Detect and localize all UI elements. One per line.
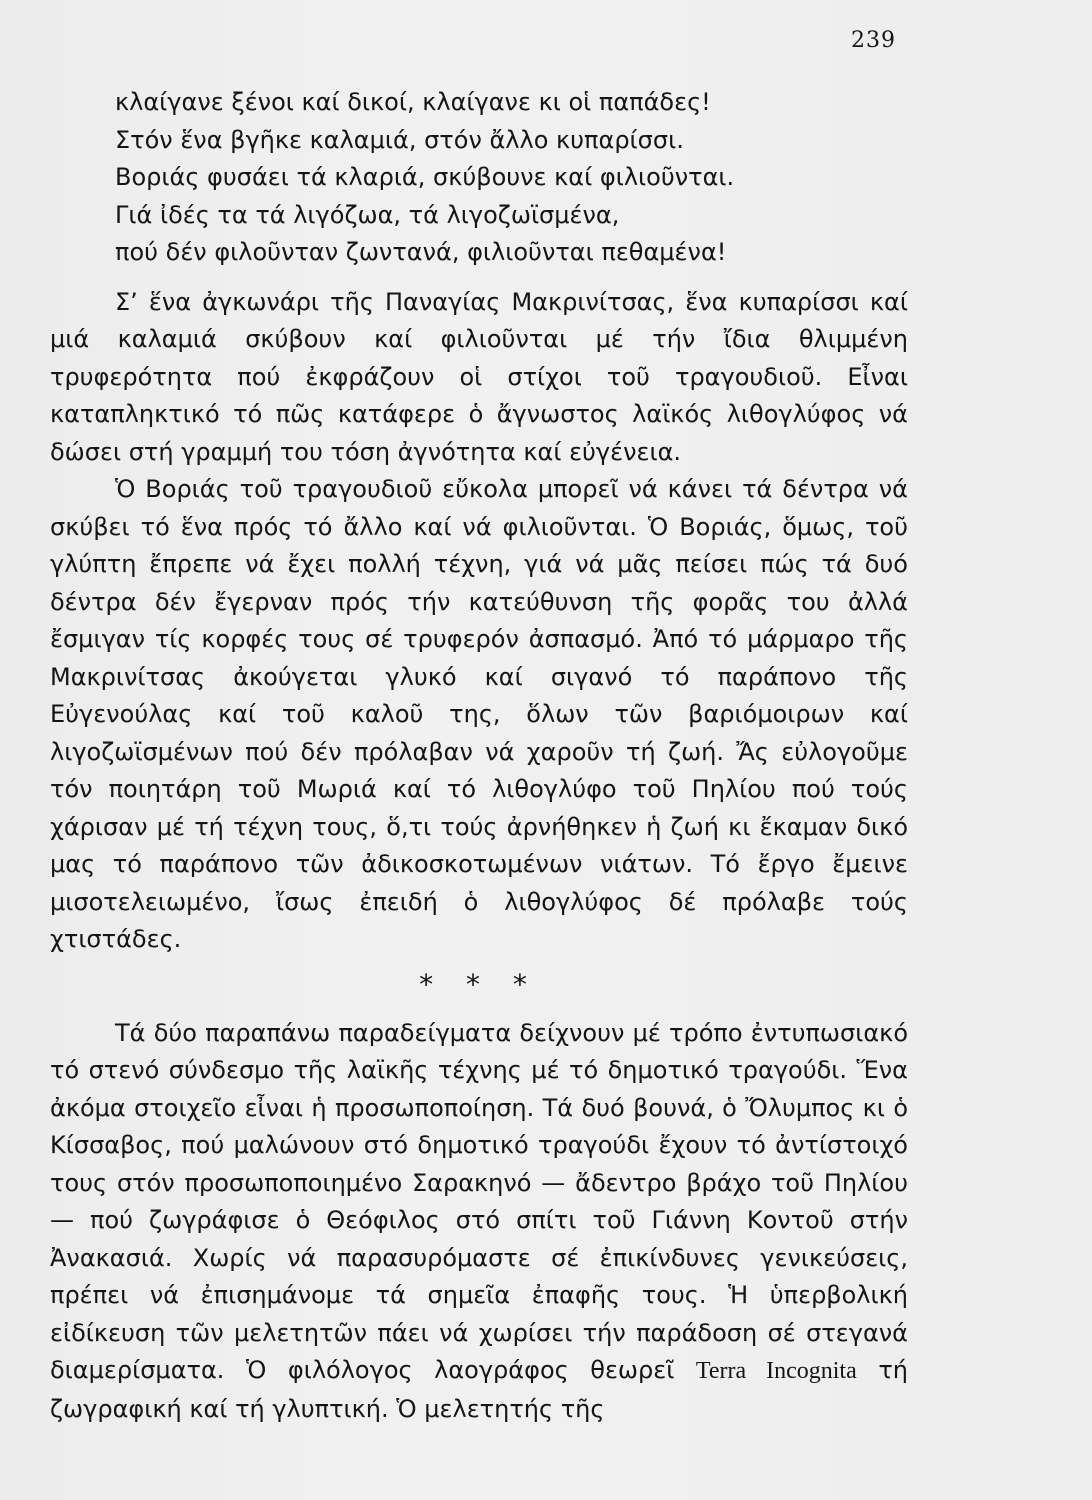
section-separator: * * * bbox=[419, 967, 539, 1001]
paragraph-conclusion bbox=[50, 1015, 908, 1429]
page-content bbox=[50, 84, 908, 1428]
verse-line: Γιά ἰδές τα τά λιγόζωα, τά λιγοζωϊσμένα, bbox=[115, 200, 620, 229]
paragraph-voriás: Ὁ Βοριάς τοῦ τραγουδιοῦ εὔκολα μπορεῖ νά κάνει τά δέντρα νά σκύβει τό ἕνα πρός τό ἄλλο καί νά φιλιοῦνται. Ὁ Βοριάς, ὅμως, τοῦ γλύπτη ἔπρεπε νά ἔχει πολλή τέχνη, γιά νά μᾶς πείσει πώς τά δυό δέντρα δέν ἔγερναν πρός τήν κατεύθυνση τῆς φορᾶς του ἀλλά ἔσμιγαν τίς κορφές τους σέ τρυφερόν ἀσπασμό. Ἀπό τό μάρμαρο τῆς Μακρινίτσας ἀκούγεται γλυκό καί σιγανό τό παράπονο τῆς Εὐγενούλας καί τοῦ καλοῦ της, ὅλων τῶν βαριόμοιρων καί λιγοζωϊσμένων πού δέν πρόλαβαν νά χαροῦν τή ζωή. Ἄς εὐλογοῦμε τόν ποιητάρη τοῦ Μωριά καί τό λιθογλύφο τοῦ Πηλίου πού τούς χάρισαν μέ τή τέχνη τους, ὅ,τι τούς ἀρνήθηκεν ἡ ζωή κι ἔκαμαν δικό μας τό παράπονο τῶν ἀδικοσκοτωμένων νιάτων. Τό ἔργο ἔμεινε μισοτελειωμένο, ἴσως ἐπειδή ὁ λιθογλύφος δέ πρόλαβε τούς χτιστάδες. bbox=[50, 475, 908, 953]
verse-line: πού δέν φιλοῦνταν ζωντανά, φιλιοῦνται πεθαμένα! bbox=[115, 238, 727, 266]
latin-term: Terra Incognita bbox=[695, 1358, 857, 1384]
conclusion-text: Τά δύο παραπάνω παραδείγματα δείχνουν μέ τρόπο ἐντυπωσιακό τό στενό σύνδεσμο τῆς λαϊκῆς τέχνης μέ τό δημοτικό τραγούδι. Ἕνα ἀκόμα στοιχεῖο εἶναι ἡ προσωποποίηση. Τά δυό βουνά, ὁ Ὄλυμπος κι ὁ Κίσσαβος, πού μαλώνουν στό δημοτικό τραγούδι ἔχουν τό ἀντίστοιχό τους στόν προσωποποιημένο Σαρακηνό — ἄδεντρο βράχο τοῦ Πηλίου — πού ζωγράφισε ὁ Θεόφιλος στό σπίτι τοῦ Γιάννη Κοντοῦ στήν Ἀνακασιά. Χωρίς νά παρασυρόμαστε σέ ἐπικίνδυνες γενικεύσεις, πρέπει νά ἐπισημάνομε τά σημεῖα ἐπαφῆς τους. Ἡ ὑπερβολική εἰδίκευση τῶν μελετητῶν πάει νά χωρίσει τήν παράδοση σέ στεγανά διαμερίσματα. Ὁ φιλόλογος λαογράφος θεωρεῖ bbox=[50, 1018, 908, 1384]
page-number: 239 bbox=[851, 28, 896, 53]
conclusion-tail: τή ζωγραφική καί τή γλυπτική. Ὁ μελετητής τῆς bbox=[50, 1356, 908, 1423]
song-verse bbox=[50, 84, 908, 272]
verse-line: Βοριάς φυσάει τά κλαριά, σκύβουνε καί φιλιοῦνται. bbox=[115, 163, 735, 191]
verse-line: Στόν ἕνα βγῆκε καλαμιά, στόν ἄλλο κυπαρίσσι. bbox=[115, 125, 684, 154]
paragraph-makrinitsa: Σ’ ἕνα ἀγκωνάρι τῆς Παναγίας Μακρινίτσας, ἕνα κυπαρίσσι καί μιά καλαμιά σκύβουν καί φιλιοῦνται μέ τήν ἴδια θλιμμένη τρυφερότητα πού ἐκφράζουν οἱ στίχοι τοῦ τραγουδιοῦ. Εἶναι καταπληκτικό τό πῶς κατάφερε ὁ ἄγνωστος λαϊκός λιθογλύφος νά δώσει στή γραμμή του τόση ἀγνότητα καί εὐγένεια. bbox=[50, 287, 908, 466]
verse-line: κλαίγανε ξένοι καί δικοί, κλαίγανε κι οἱ παπάδες! bbox=[115, 88, 711, 116]
